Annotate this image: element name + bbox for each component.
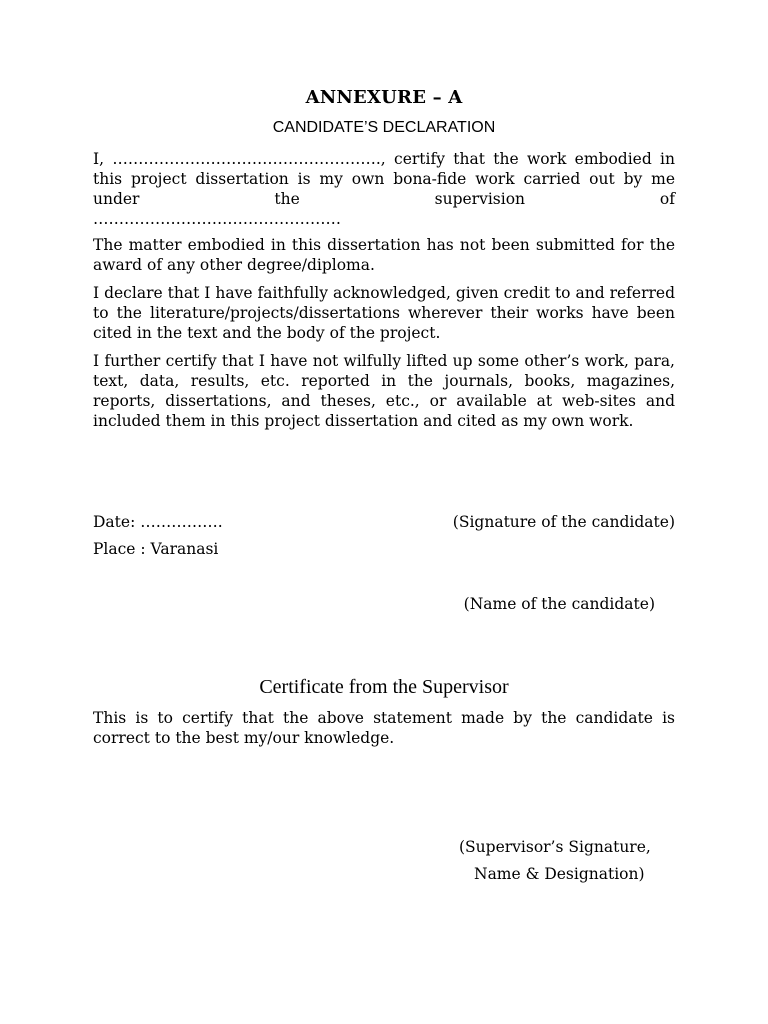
declaration-paragraph-2: The matter embodied in this dissertation has not been submitted for the award of any other degree/diploma. <box>93 236 675 274</box>
declaration-heading: CANDIDATE’S DECLARATION <box>272 119 496 136</box>
supervisor-certificate-statement: This is to certify that the above statement made by the candidate is correct to the best my/our knowledge. <box>93 709 675 747</box>
candidate-signature-label: (Signature of the candidate) <box>452 513 675 531</box>
declaration-paragraph-3: I declare that I have faithfully acknowledged, given credit to and referred to the literature/projects/dissertations wherever their works have been cited in the text and the body of the project. <box>93 284 675 342</box>
place-field: Place : Varanasi <box>93 540 219 558</box>
supervisor-name-blank: ………………………………………… <box>93 210 341 228</box>
annexure-title: ANNEXURE – A <box>305 87 463 108</box>
date-field: Date: ……………. <box>93 513 223 531</box>
declaration-paragraph-4: I further certify that I have not wilfully lifted up some other’s work, para, text, data, results, etc. reported in the journals, books, magazines, reports, dissertations, and theses, etc., or available at web-sites and included them in this project dissertation and cited as my own work. <box>93 352 675 430</box>
supervisor-name-designation-label: Name & Designation) <box>474 865 645 883</box>
declaration-paragraph-1: I, ……………………………………………., certify that the work embodied in this project dissertation is my own bona-fide work carried out by me under the supervision of <box>93 150 675 208</box>
candidate-name-label: (Name of the candidate) <box>463 595 655 613</box>
supervisor-certificate-heading: Certificate from the Supervisor <box>259 676 509 698</box>
supervisor-signature-label: (Supervisor’s Signature, <box>459 838 651 856</box>
